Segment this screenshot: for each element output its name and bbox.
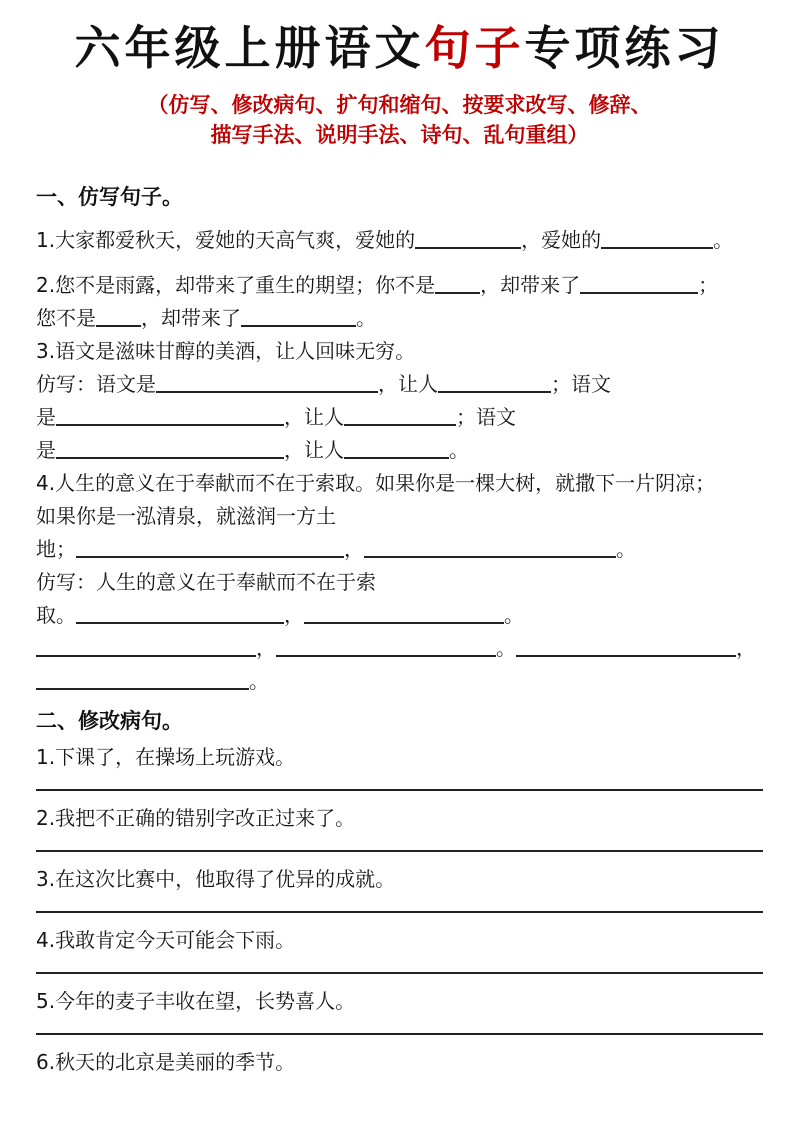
subtitle-line-1: （仿写、修改病句、扩句和缩句、按要求改写、修辞、	[147, 93, 652, 117]
worksheet-line	[36, 632, 763, 665]
line-text: 1.大家都爱秋天，爱她的天高气爽，爱她的	[36, 228, 416, 252]
line-text: ；	[698, 273, 719, 297]
section-1-lines	[36, 224, 763, 698]
question-item	[36, 862, 763, 913]
fill-in-blank	[364, 541, 616, 558]
answer-line	[36, 911, 763, 913]
subtitle-line-2: 描写手法、说明手法、诗句、乱句重组）	[210, 123, 589, 147]
line-text: ，让人	[284, 405, 344, 429]
worksheet-line	[36, 500, 763, 533]
fill-in-blank	[96, 310, 141, 327]
question-text: 5.今年的麦子丰收在望，长势喜人。	[36, 989, 356, 1013]
line-text: ，爱她的	[521, 228, 602, 252]
line-text: 4.人生的意义在于奉献而不在于索取。如果你是一棵大树，就撒下一片阴凉；	[36, 471, 716, 495]
fill-in-blank	[415, 232, 521, 249]
question-text: 6.秋天的北京是美丽的季节。	[36, 1050, 296, 1074]
fill-in-blank	[76, 607, 284, 624]
fill-in-blank	[438, 376, 551, 393]
fill-in-blank	[435, 277, 480, 294]
question-item	[36, 801, 763, 852]
fill-in-blank	[56, 409, 284, 426]
line-text: ，	[284, 603, 304, 627]
answer-line	[36, 1033, 763, 1035]
fill-in-blank	[601, 232, 713, 249]
line-text: ，让人	[284, 438, 344, 462]
line-text: 。	[249, 669, 269, 693]
fill-in-blank	[36, 640, 256, 657]
fill-in-blank	[276, 640, 496, 657]
line-text: 取。	[36, 603, 76, 627]
line-text: 仿写：语文是	[36, 372, 156, 396]
line-text: ，却带来了	[480, 273, 581, 297]
fill-in-blank	[344, 442, 449, 459]
fill-in-blank	[56, 442, 284, 459]
worksheet-line	[36, 533, 763, 566]
title-text-post: 专项练习	[524, 21, 725, 75]
line-text: 您不是	[36, 306, 96, 330]
line-text: 。	[504, 603, 524, 627]
question-text: 3.在这次比赛中，他取得了优异的成就。	[36, 867, 396, 891]
fill-in-blank	[241, 310, 356, 327]
worksheet-line	[36, 599, 763, 632]
worksheet-line	[36, 467, 763, 500]
worksheet-line	[36, 302, 763, 335]
title-accent-text: 句子	[424, 21, 525, 75]
worksheet-line	[36, 566, 763, 599]
question-text: 4.我敢肯定今天可能会下雨。	[36, 928, 296, 952]
fill-in-blank	[516, 640, 736, 657]
line-text: ；语文	[456, 405, 516, 429]
question-item	[36, 923, 763, 974]
line-text: 仿写：人生的意义在于奉献而不在于索	[36, 570, 376, 594]
line-text: 地；	[36, 537, 76, 561]
line-text: 。	[616, 537, 636, 561]
question-item	[36, 984, 763, 1035]
line-text: 是	[36, 438, 56, 462]
line-text: 。	[449, 438, 469, 462]
worksheet-line	[36, 401, 763, 434]
fill-in-blank	[304, 607, 504, 624]
question-text: 1.下课了，在操场上玩游戏。	[36, 745, 296, 769]
worksheet-line	[36, 269, 763, 302]
title-text-pre: 六年级上册语文	[74, 21, 425, 75]
fill-in-blank	[76, 541, 344, 558]
line-text: 如果你是一泓清泉，就滋润一方土	[36, 504, 336, 528]
fill-in-blank	[156, 376, 378, 393]
subtitle	[36, 90, 763, 150]
line-text: ，让人	[378, 372, 438, 396]
line-text: 。	[356, 306, 376, 330]
line-text: 。	[713, 228, 734, 252]
page-title	[36, 18, 763, 78]
question-item	[36, 740, 763, 791]
answer-line	[36, 972, 763, 974]
line-text: 2.您不是雨露，却带来了重生的期望；你不是	[36, 273, 436, 297]
worksheet-line	[36, 434, 763, 467]
answer-line	[36, 850, 763, 852]
worksheet-line	[36, 224, 763, 257]
line-text: 3.语文是滋味甘醇的美酒，让人回味无穷。	[36, 339, 416, 363]
section-2-heading: 二、修改病句。	[36, 709, 183, 733]
answer-line	[36, 789, 763, 791]
question-text: 2.我把不正确的错别字改正过来了。	[36, 806, 356, 830]
line-text: ，	[736, 636, 756, 660]
section-2-items	[36, 740, 763, 1080]
line-text: ，却带来了	[141, 306, 241, 330]
worksheet-line	[36, 665, 763, 698]
line-text: 。	[496, 636, 516, 660]
line-text: 是	[36, 405, 56, 429]
line-text: ，	[344, 537, 364, 561]
worksheet-line	[36, 335, 763, 368]
line-text: ；语文	[551, 372, 611, 396]
fill-in-blank	[580, 277, 698, 294]
section-1-heading: 一、仿写句子。	[36, 185, 183, 209]
question-item	[36, 1045, 763, 1080]
fill-in-blank	[344, 409, 456, 426]
fill-in-blank	[36, 673, 249, 690]
worksheet-line	[36, 368, 763, 401]
line-text: ，	[256, 636, 276, 660]
